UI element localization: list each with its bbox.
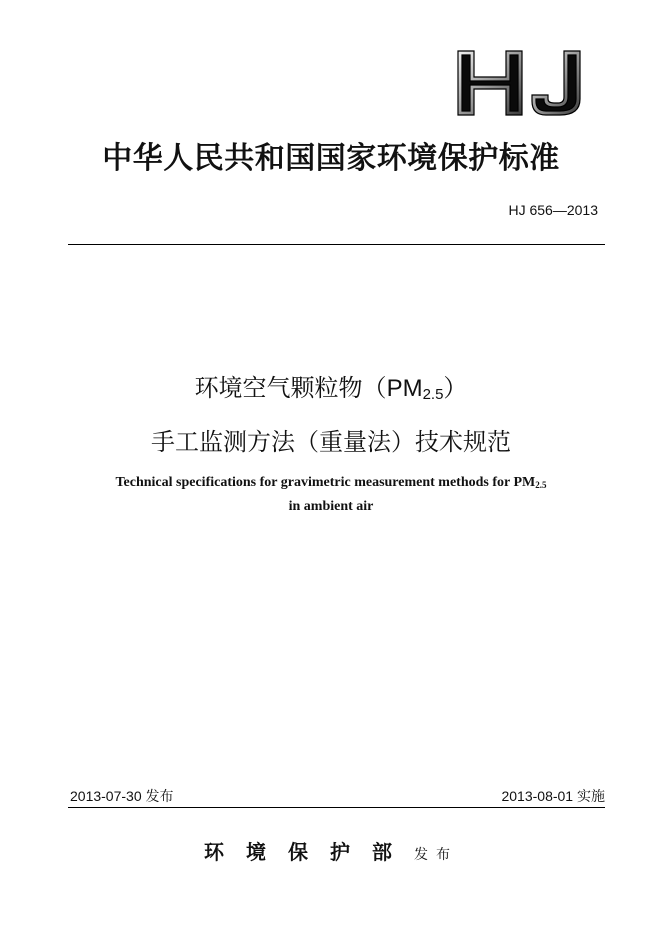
english-title-prefix: Technical specifications for gravimetric measurement methods for PM — [115, 475, 536, 490]
top-divider — [68, 244, 605, 245]
issuer — [0, 836, 662, 865]
chinese-title-pm: PM — [386, 375, 423, 402]
standard-title: 中华人民共和国国家环境保护标准 — [102, 141, 560, 176]
chinese-title-pm-subscript: 2.5 — [422, 386, 444, 403]
chinese-title-prefix: 环境空气颗粒物（ — [194, 374, 387, 402]
publish-date: 2013-07-30 发布 — [70, 788, 174, 804]
effective-date: 2013-08-01 实施 — [501, 788, 605, 804]
standard-number: HJ 656—2013 — [508, 202, 598, 218]
english-title-line-1 — [0, 475, 662, 491]
bottom-divider — [68, 807, 605, 808]
english-title-line-2: in ambient air — [288, 499, 374, 514]
issuer-suffix: 发布 — [414, 847, 458, 863]
issuer-name: 环境保护部 — [204, 840, 414, 864]
english-title-pm-subscript: 2.5 — [535, 480, 547, 490]
chinese-title-line-2: 手工监测方法（重量法）技术规范 — [151, 428, 511, 456]
chinese-title-suffix: ） — [443, 374, 468, 402]
chinese-title-line-1 — [0, 368, 662, 403]
hj-logo — [454, 47, 590, 119]
